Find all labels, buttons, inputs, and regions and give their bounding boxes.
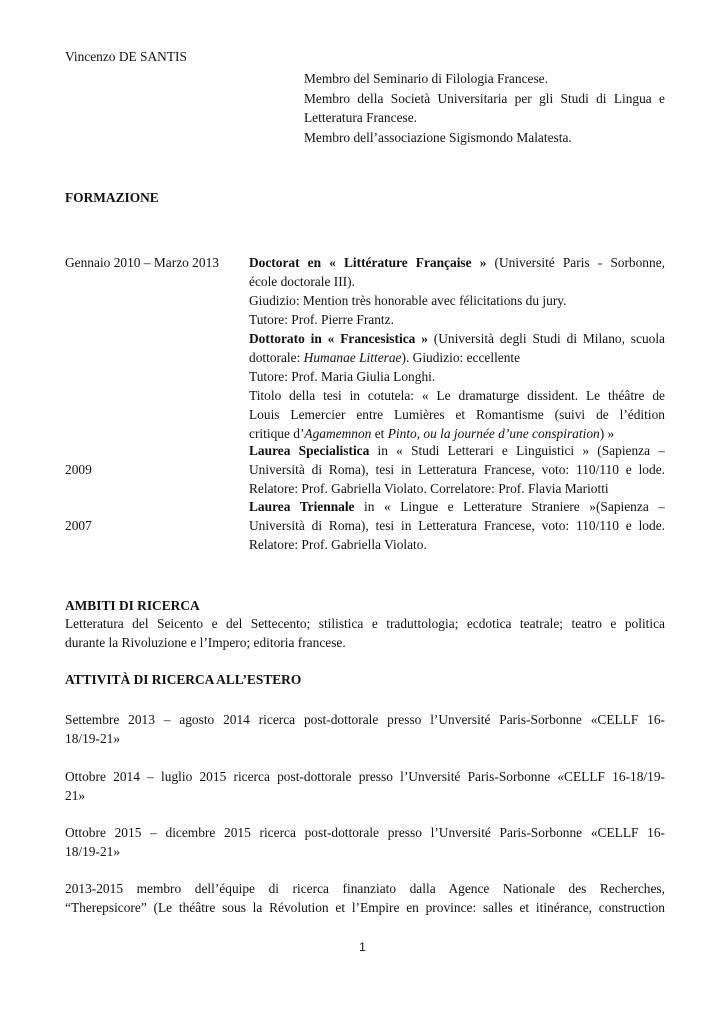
degree-detail: (Université Paris - Sorbonne,	[486, 255, 665, 270]
section-heading-estero: ATTIVITÀ DI RICERCA ALL’ESTERO	[65, 672, 302, 687]
degree-title: Laurea Triennale	[249, 499, 355, 514]
paragraph-line: durante la Rivoluzione e l’Impero; editoria francese.	[65, 635, 346, 650]
paragraph-line: 18/19-21»	[65, 731, 121, 746]
degree-entry	[249, 253, 665, 272]
degree-entry	[249, 497, 665, 516]
paragraph-line: “Therepsicore” (Le théâtre sous la Révolution et l’Empire en province: salles et itinérance, construction	[65, 900, 665, 915]
degree-detail: Relatore: Prof. Gabriella Violato.	[249, 537, 427, 552]
degree-detail: dottorale: Humanae Litterae). Giudizio: eccellente	[249, 350, 521, 365]
section-heading-ambiti: AMBITI DI RICERCA	[65, 598, 200, 613]
paragraph-line: 18/19-21»	[65, 844, 121, 859]
degree-title: Dottorato in « Francesistica »	[249, 331, 428, 346]
paragraph-line: Settembre 2013 – agosto 2014 ricerca post-dottorale presso l’Unversité Paris-Sorbonne «CELLF 16-	[65, 712, 665, 727]
degree-detail: (Università degli Studi di Milano, scuola	[427, 331, 665, 346]
degree-detail: Tutore: Prof. Maria Giulia Longhi.	[249, 369, 436, 384]
section-heading-formazione: FORMAZIONE	[65, 190, 159, 205]
membership-line: Membro della Società Universitaria per gli Studi di Lingua e	[304, 91, 665, 106]
date-label: Gennaio 2010 – Marzo 2013	[65, 255, 219, 270]
degree-title: Doctorat en « Littérature Française »	[249, 255, 487, 270]
degree-detail: Louis Lemercier entre Lumières et Romantisme (suivi de l’édition	[249, 407, 665, 422]
membership-line: Letteratura Francese.	[304, 110, 418, 125]
degree-title: Laurea Specialistica	[249, 443, 370, 458]
degree-detail: in « Studi Letterari e Linguistici » (Sapienza –	[369, 443, 665, 458]
degree-detail: Tutore: Prof. Pierre Frantz.	[249, 312, 394, 327]
paragraph-line: Letteratura del Seicento e del Settecento; stilistica e traduttologia; ecdotica teatrale; teatro e politica	[65, 616, 665, 631]
degree-detail: Università di Roma), tesi in Letteratura Francese, voto: 110/110 e lode.	[249, 518, 665, 533]
membership-line: Membro dell’associazione Sigismondo Malatesta.	[304, 130, 572, 145]
paragraph-line: 21»	[65, 788, 86, 803]
degree-entry	[249, 329, 665, 348]
membership-line: Membro del Seminario di Filologia Francese.	[304, 71, 548, 86]
degree-detail: in « Lingue e Letterature Straniere »(Sapienza –	[354, 499, 665, 514]
degree-entry	[249, 441, 665, 460]
paragraph-line: Ottobre 2015 – dicembre 2015 ricerca post-dottorale presso l’Unversité Paris-Sorbonne «CELLF 16-	[65, 825, 665, 840]
page-number: 1	[359, 940, 366, 954]
degree-detail: Relatore: Prof. Gabriella Violato. Correlatore: Prof. Flavia Mariotti	[249, 481, 609, 496]
degree-detail: Titolo della tesi in cotutela: « Le dramaturge dissident. Le théâtre de	[249, 388, 665, 403]
paragraph-line: 2013-2015 membro dell’équipe di ricerca finanziato dalla Agence Nationale des Recherches,	[65, 881, 665, 896]
degree-detail: Giudizio: Mention très honorable avec félicitations du jury.	[249, 293, 567, 308]
degree-detail: critique d’Agamemnon et Pinto, ou la journée d’une conspiration) »	[249, 426, 615, 441]
degree-detail: Università di Roma), tesi in Letteratura Francese, voto: 110/110 e lode.	[249, 462, 665, 477]
paragraph-line: Ottobre 2014 – luglio 2015 ricerca post-dottorale presso l’Unversité Paris-Sorbonne «CELLF 16-18/19-	[65, 769, 665, 784]
degree-detail: école doctorale III).	[249, 274, 355, 289]
date-label: 2007	[65, 518, 92, 533]
author-name: Vincenzo DE SANTIS	[65, 49, 187, 64]
date-label: 2009	[65, 462, 92, 477]
